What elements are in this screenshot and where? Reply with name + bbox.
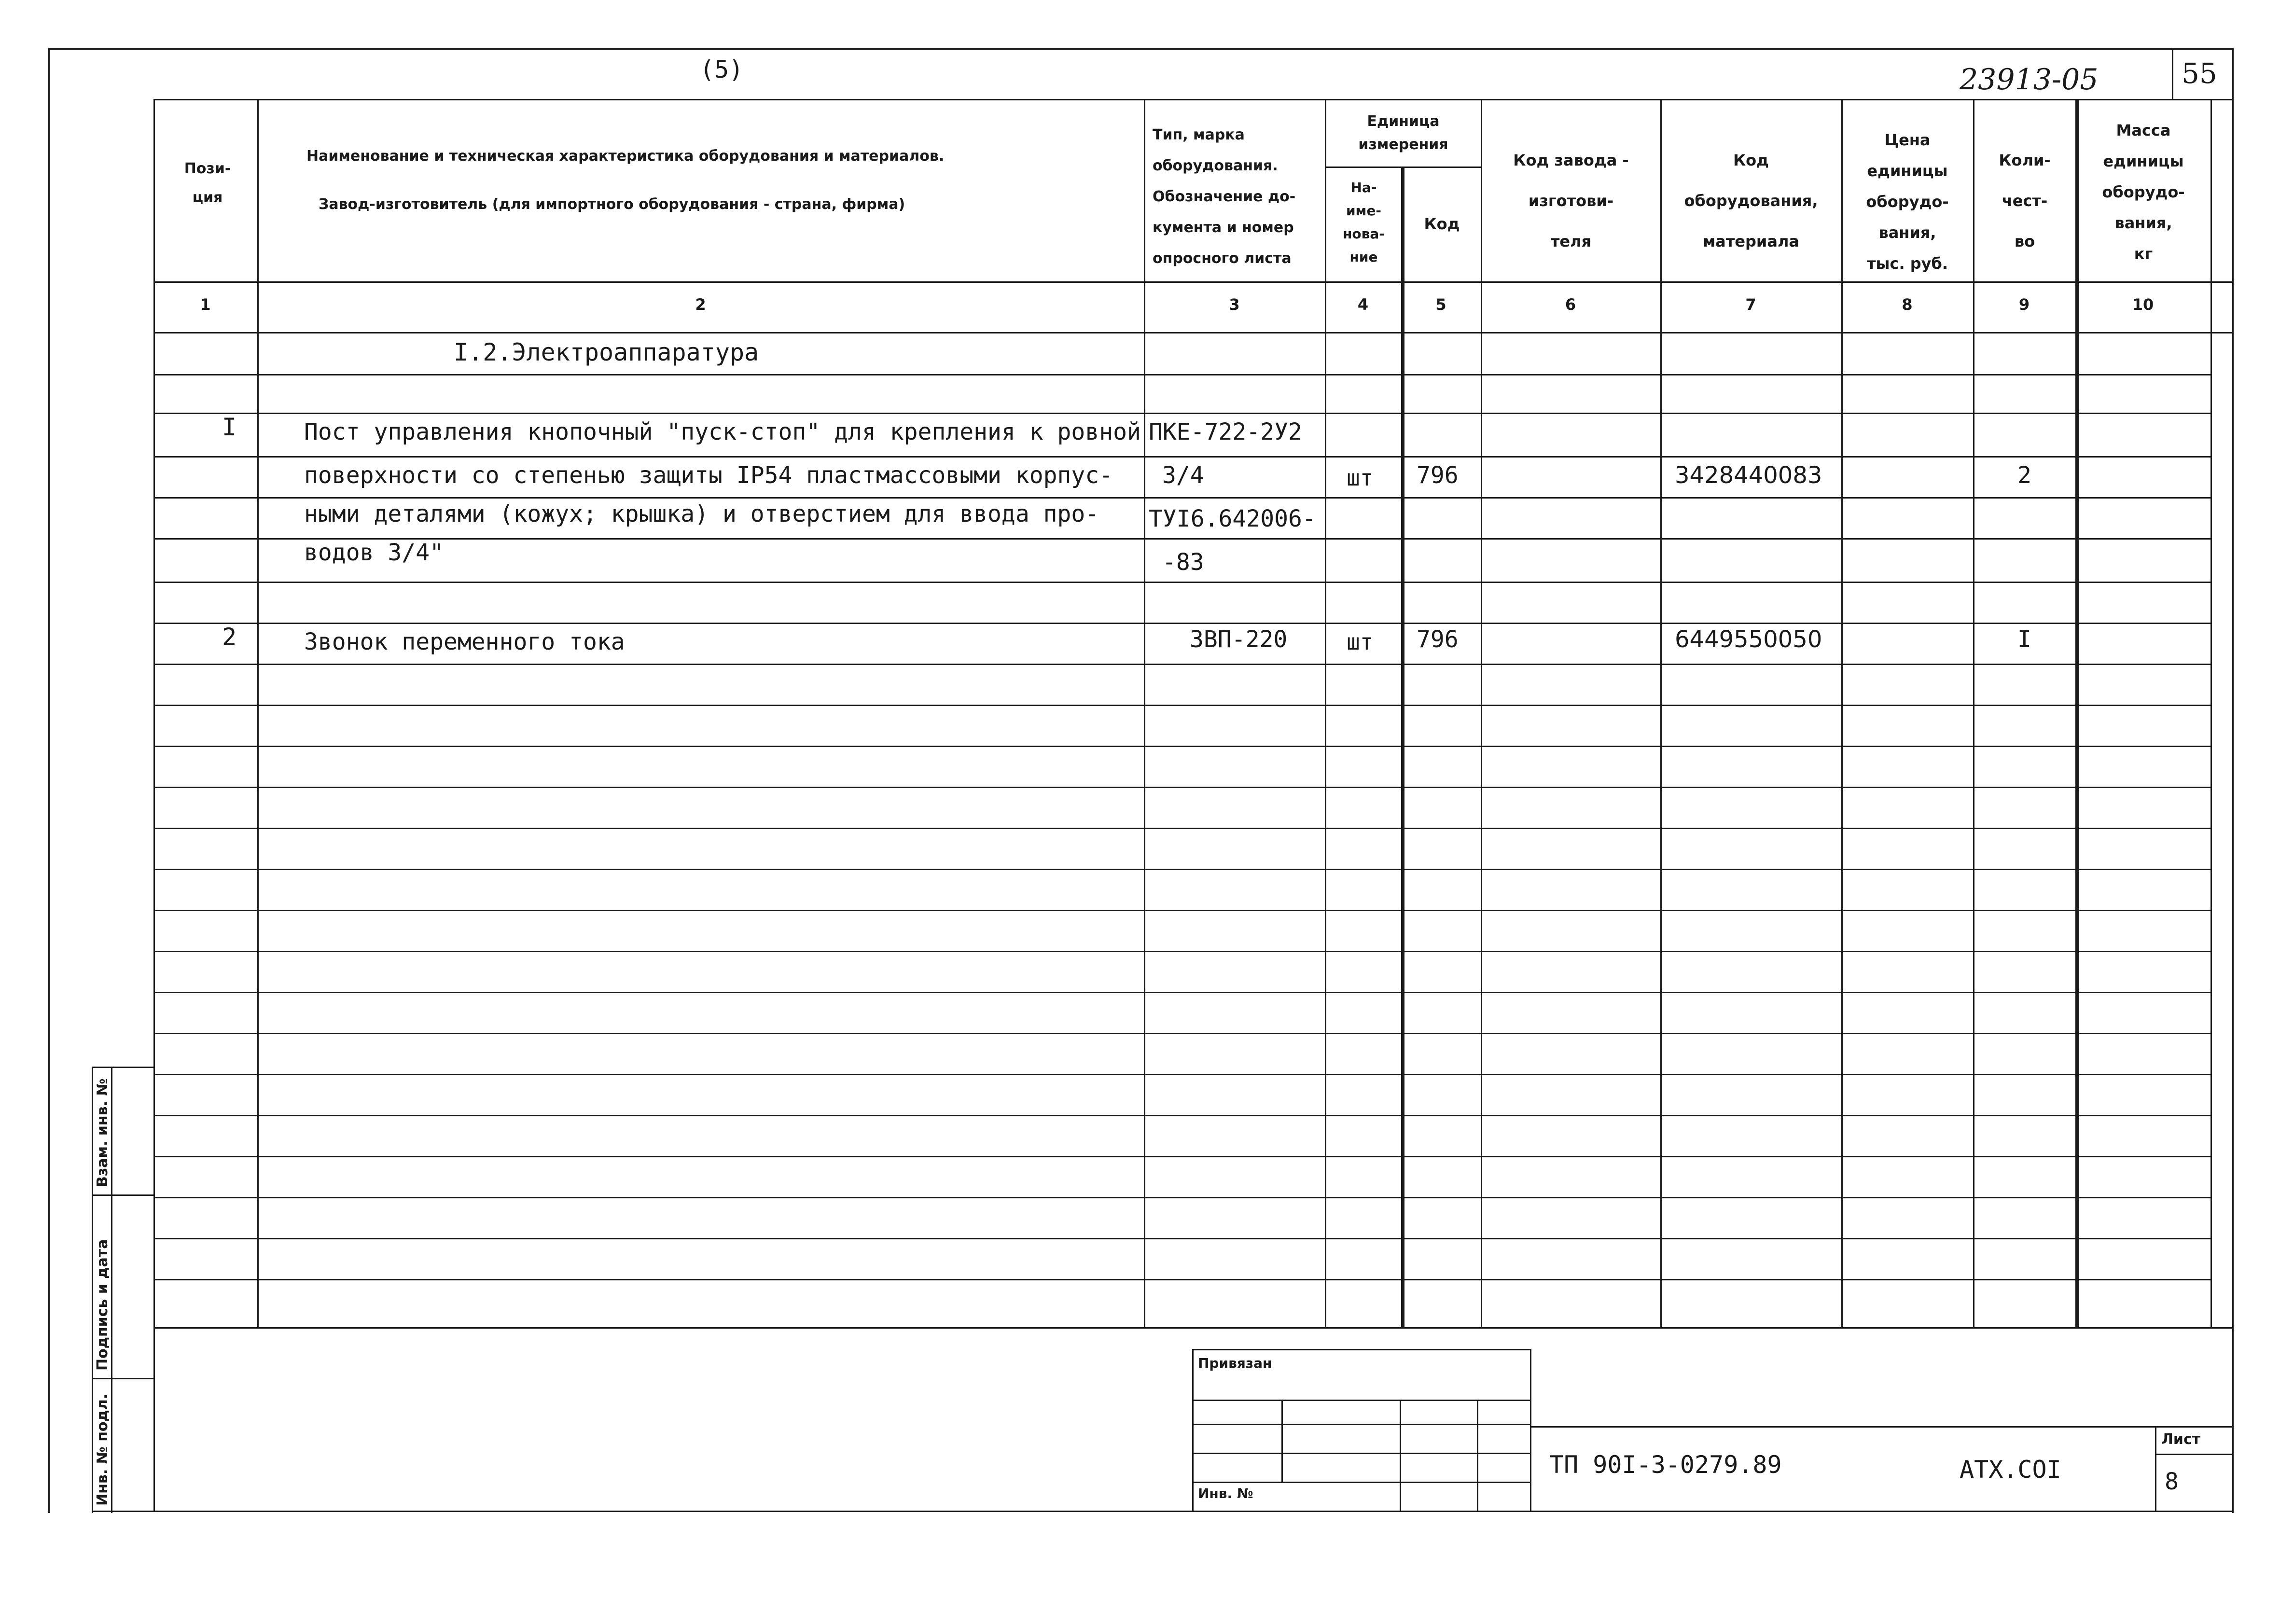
attached-col-2 [1400,1400,1401,1511]
col-separator-7 [1841,99,1843,1327]
item1-name-line4: водов 3/4" [304,539,444,566]
attached-box-left [1192,1349,1194,1511]
item1-quantity: 2 [2017,462,2031,489]
table-top-line [153,99,2232,100]
item2-unit-code: 796 [1417,626,1459,653]
document-mark: АТХ.COI [1960,1456,2061,1484]
col-separator-5 [1481,99,1482,1327]
header-unit-code: Код [1424,215,1460,233]
col-separator-2 [1144,99,1145,1327]
header-unit-name: На- име- нова- ние [1343,180,1385,265]
col-separator-6 [1660,99,1662,1327]
table-row-line [153,705,2210,706]
item2-equipment-code: 6449550050 [1675,626,1822,653]
doc-code-top-line [1530,1426,2232,1428]
table-row-line [153,1197,2210,1198]
item1-type-line4: -83 [1162,549,1204,576]
item1-unit-name: шт [1347,465,1374,491]
column-number-9: 9 [2018,295,2030,314]
column-number-5: 5 [1435,295,1446,314]
side-stamp-sep2 [92,1378,153,1379]
item2-type: ЗВП-220 [1190,626,1288,653]
top-number: (5) [700,56,744,83]
table-row-line [153,910,2210,911]
attached-box-top [1192,1349,1530,1350]
table-row-line [153,374,2210,375]
table-row-line [153,1115,2210,1116]
sheet-box-left [2155,1426,2156,1511]
item1-unit-code: 796 [1417,462,1459,489]
col-separator-1 [257,99,259,1327]
side-stamp-signature-date: Подпись и дата [94,1239,111,1371]
column-number-6: 6 [1565,295,1576,314]
attached-row-2 [1192,1424,1530,1425]
handwritten-code: 23913-05 [1960,63,2099,97]
attached-row-4 [1192,1482,1530,1483]
table-row-line [153,413,2210,414]
side-stamp-inner-line [111,1067,112,1513]
item1-type-line2: 3/4 [1162,462,1204,489]
header-factory-code: Код завода - изготови- теля [1513,151,1629,250]
section-title: I.2.Электроаппаратура [454,338,759,366]
document-code: ТП 90I-3-0279.89 [1549,1451,1782,1479]
side-stamp-top-line [92,1067,153,1068]
table-row-line [153,1074,2210,1075]
frame-right-line [2232,48,2234,1513]
attached-row-3 [1192,1453,1530,1454]
header-name-line2: Завод-изготовитель (для импортного оборудования - страна, фирма) [319,196,905,213]
header-bottom-line [153,281,2232,283]
table-row-line [153,787,2210,788]
column-number-3: 3 [1229,295,1240,314]
item1-name-line1: Пост управления кнопочный "пуск-стоп" для крепления к ровной [304,418,1141,445]
column-number-8: 8 [1902,295,1913,314]
attached-box-right [1530,1349,1531,1511]
table-row-line [153,1238,2210,1239]
attached-label: Привязан [1198,1355,1272,1371]
table-row-line [153,538,2210,540]
sheet-label: Лист [2161,1431,2201,1448]
header-mass: Масса единицы оборудо- вания, кг [2102,121,2185,263]
item1-name-line2: поверхности со степенью защиты IP54 пластмассовыми корпус- [304,462,1113,489]
side-stamp-replace-inv: Взам. инв. № [94,1078,111,1187]
table-row-line [153,869,2210,870]
col-separator-8 [1973,99,1974,1327]
item1-type-line3: ТУI6.642006- [1149,505,1316,532]
table-row-line [153,951,2210,952]
item1-name-line3: ными деталями (кожух; крышка) и отверстием для ввода про- [304,500,1099,527]
unit-group-line [1325,167,1481,168]
col-separator-3 [1325,99,1326,1327]
attached-row-1 [1192,1400,1530,1401]
sheet-box-mid [2155,1454,2232,1455]
table-row-line [153,456,2210,458]
side-stamp-sep1 [92,1194,153,1196]
item2-name: Звонок переменного тока [304,628,625,655]
sheet-value: 8 [2165,1468,2179,1495]
col-separator-9 [2075,99,2079,1327]
side-stamp-left-line [92,1067,93,1513]
table-row-line [153,1279,2210,1280]
header-quantity: Коли- чест- во [1999,151,2051,250]
item2-quantity: I [2017,626,2031,653]
column-number-7: 7 [1745,295,1756,314]
table-row-line [153,828,2210,829]
item1-equipment-code: 3428440083 [1675,462,1822,489]
column-number-2: 2 [695,295,706,314]
titleblock-top-line [153,1327,2232,1329]
side-stamp-original-inv: Инв. № подл. [94,1393,111,1506]
frame-left-line [48,48,50,1513]
attached-col-1 [1281,1400,1283,1482]
header-type: Тип, марка оборудования. Обозначение до- кумента и номер опросного листа [1153,126,1296,267]
attached-col-3 [1477,1400,1478,1511]
header-unit-group: Единица измерения [1358,113,1448,153]
table-row-line [153,582,2210,583]
column-number-10: 10 [2132,295,2154,314]
column-number-1: 1 [200,295,211,314]
sheet-number: 55 [2182,57,2217,90]
item1-type-line1: ПКЕ-722-2У2 [1149,418,1302,445]
table-row-line [153,1156,2210,1157]
sheet-number-box-line [2172,48,2173,99]
item2-unit-name: шт [1347,629,1374,655]
item1-position: I [222,413,237,441]
table-row-line [153,992,2210,993]
header-name-line1: Наименование и техническая характеристика оборудования и материалов. [306,148,945,165]
inventory-label: Инв. № [1198,1485,1253,1501]
header-price: Цена единицы оборудо- вания, тыс. руб. [1866,131,1949,273]
table-row-line [153,664,2210,665]
column-number-4: 4 [1357,295,1369,314]
header-position: Пози- ция [184,160,231,206]
header-equipment-code: Код оборудования, материала [1684,151,1818,250]
table-row-line [153,623,2210,624]
table-row-line [153,746,2210,747]
table-row-line [153,497,2210,499]
table-row-line [153,1033,2210,1034]
side-stamp-bottom-line [92,1511,2232,1512]
item2-position: 2 [222,623,237,651]
colnum-bottom-line [153,332,2232,333]
frame-top-line [48,48,2232,50]
col-separator-10 [2210,99,2212,1327]
